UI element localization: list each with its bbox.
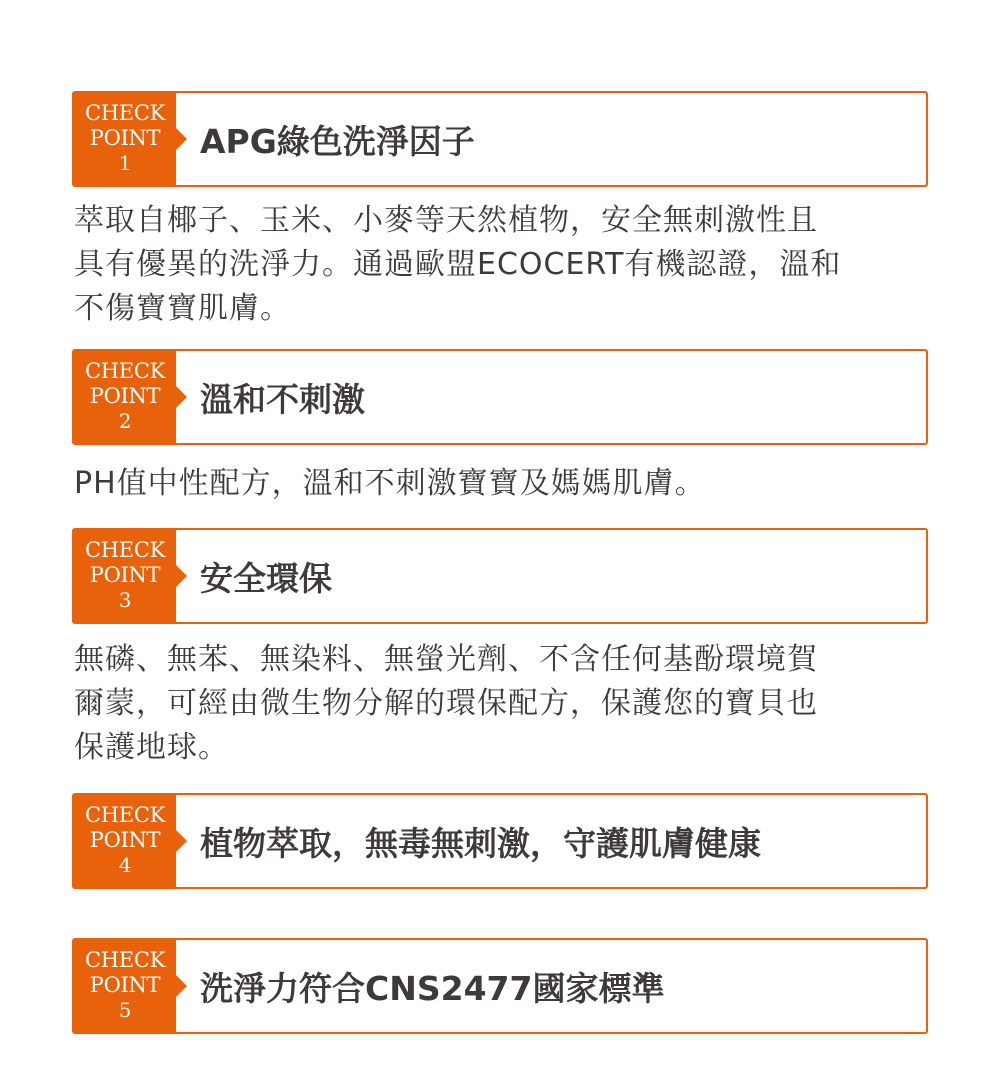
check-point-badge-1 xyxy=(74,93,176,185)
description-line: 爾蒙，可經由微生物分解的環保配方，保護您的寶貝也 xyxy=(74,686,818,721)
badge-point-label: POINT xyxy=(89,972,161,997)
badge-point-label: POINT xyxy=(89,383,161,408)
badge-point-label: POINT xyxy=(89,562,161,587)
check-point-description-3 xyxy=(74,638,934,770)
check-point-description-1 xyxy=(74,199,934,331)
badge-check-label: CHECK xyxy=(85,100,165,125)
badge-number: 1 xyxy=(118,150,132,175)
description-line: 具有優異的洗淨力。通過歐盟ECOCERT有機認證，溫和 xyxy=(74,247,842,282)
check-point-card-3 xyxy=(72,528,928,624)
check-point-title-2: 溫和不刺激 xyxy=(200,379,365,419)
check-point-card-2 xyxy=(72,349,928,445)
check-point-card-4 xyxy=(72,793,928,889)
badge-point-label: POINT xyxy=(89,125,161,150)
check-point-title-5: 洗淨力符合CNS2477國家標準 xyxy=(200,968,665,1008)
check-point-badge-4 xyxy=(74,795,176,887)
check-point-badge-2 xyxy=(74,351,176,443)
description-line: PH值中性配方，溫和不刺激寶寶及媽媽肌膚。 xyxy=(74,466,706,501)
badge-check-label: CHECK xyxy=(85,802,165,827)
badge-number: 3 xyxy=(118,587,132,612)
description-line: 無磷、無苯、無染料、無螢光劑、不含任何基酚環境賀 xyxy=(74,642,818,677)
check-point-card-1 xyxy=(72,91,928,187)
check-point-description-2 xyxy=(74,462,934,506)
badge-check-label: CHECK xyxy=(85,537,165,562)
badge-number: 5 xyxy=(118,997,132,1022)
badge-check-label: CHECK xyxy=(85,358,165,383)
check-point-title-1: APG綠色洗淨因子 xyxy=(200,121,475,161)
check-point-badge-3 xyxy=(74,530,176,622)
badge-number: 4 xyxy=(118,852,132,877)
check-point-title-4: 植物萃取，無毒無刺激，守護肌膚健康 xyxy=(200,823,761,863)
check-point-title-3: 安全環保 xyxy=(200,558,332,598)
badge-point-label: POINT xyxy=(89,827,161,852)
check-point-badge-5 xyxy=(74,940,176,1032)
description-line: 不傷寶寶肌膚。 xyxy=(74,291,291,326)
check-point-card-5 xyxy=(72,938,928,1034)
badge-check-label: CHECK xyxy=(85,947,165,972)
description-line: 保護地球。 xyxy=(74,730,229,765)
badge-number: 2 xyxy=(118,408,132,433)
description-line: 萃取自椰子、玉米、小麥等天然植物，安全無刺激性且 xyxy=(74,203,818,238)
